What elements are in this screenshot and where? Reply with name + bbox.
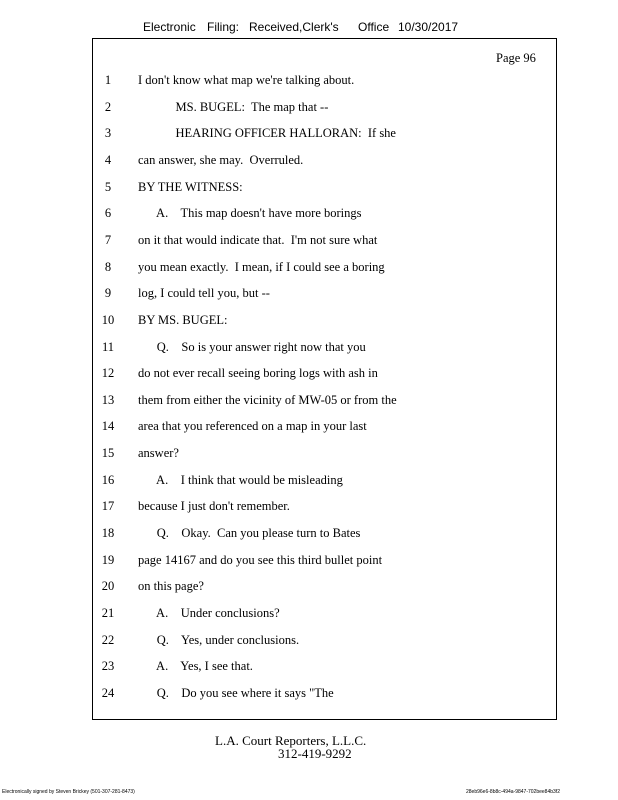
line-number: 1 xyxy=(104,73,112,87)
line-text: you mean exactly. I mean, if I could see a boring xyxy=(138,259,385,274)
header-filing: Filing: xyxy=(207,20,240,34)
line-number: 2 xyxy=(104,99,112,114)
line-number: 17 xyxy=(101,499,115,514)
line-text: Q. Do you see where it says "The xyxy=(138,685,334,700)
line-text: Q. Okay. Can you please turn to Bates xyxy=(138,526,361,541)
transcript-line xyxy=(0,659,618,677)
line-text: on this page? xyxy=(138,579,204,594)
line-text: Q. So is your answer right now that you xyxy=(138,339,366,354)
signature-left: Electronically signed by Steven Brickey (501-307-281-8473) xyxy=(2,789,135,795)
transcript-line xyxy=(0,686,618,704)
transcript-line xyxy=(0,606,618,624)
transcript-line xyxy=(0,340,618,358)
transcript-line xyxy=(0,579,618,597)
line-number: 13 xyxy=(101,392,115,407)
line-number: 24 xyxy=(101,685,115,700)
transcript-line xyxy=(0,153,618,171)
signature-right: 28eb96e6-8b8c-494a-9847-702bee84b3f2 xyxy=(466,789,560,795)
line-text: Q. Yes, under conclusions. xyxy=(138,632,300,647)
line-number: 23 xyxy=(101,659,115,674)
transcript-line xyxy=(0,313,618,331)
line-number: 21 xyxy=(101,606,115,620)
line-text: can answer, she may. Overruled. xyxy=(138,152,304,167)
transcript-line xyxy=(0,206,618,224)
line-number: 10 xyxy=(101,312,115,327)
line-number: 3 xyxy=(104,126,112,141)
transcript-line xyxy=(0,126,618,144)
header-received: Received,Clerk's xyxy=(249,20,339,34)
transcript-line xyxy=(0,499,618,517)
transcript-line xyxy=(0,446,618,464)
line-text: BY THE WITNESS: xyxy=(138,179,243,194)
line-text: A. I think that would be misleading xyxy=(138,472,343,487)
header-date: 10/30/2017 xyxy=(398,20,459,34)
header-electronic: Electronic xyxy=(143,20,196,34)
transcript-line xyxy=(0,419,618,437)
line-number: 4 xyxy=(104,152,112,167)
filing-header xyxy=(0,20,618,38)
transcript-line xyxy=(0,100,618,118)
line-text: area that you referenced on a map in your last xyxy=(138,419,367,434)
transcript-line xyxy=(0,473,618,491)
line-number: 6 xyxy=(104,206,112,221)
line-number: 14 xyxy=(101,419,115,434)
line-number: 12 xyxy=(101,366,115,381)
line-text: MS. BUGEL: The map that -- xyxy=(138,99,329,114)
line-text: A. This map doesn't have more borings xyxy=(138,206,362,221)
transcript-line xyxy=(0,366,618,384)
line-text: on it that would indicate that. I'm not sure what xyxy=(138,232,378,247)
transcript-line xyxy=(0,286,618,304)
header-office: Office xyxy=(358,20,390,34)
line-text: them from either the vicinity of MW-05 or from the xyxy=(138,392,397,407)
line-number: 15 xyxy=(101,446,115,461)
transcript-line xyxy=(0,393,618,411)
line-number: 19 xyxy=(101,552,115,567)
line-text: I don't know what map we're talking about. xyxy=(138,73,355,87)
transcript-line xyxy=(0,553,618,571)
line-text: page 14167 and do you see this third bullet point xyxy=(138,552,383,567)
transcript-line xyxy=(0,233,618,251)
line-number: 5 xyxy=(104,179,112,194)
footer-company: L.A. Court Reporters, L.L.C. xyxy=(215,733,367,748)
line-number: 8 xyxy=(104,259,112,274)
transcript-line xyxy=(0,260,618,278)
line-number: 20 xyxy=(101,579,115,594)
line-text: A. Under conclusions? xyxy=(138,606,280,620)
line-text: do not ever recall seeing boring logs with ash in xyxy=(138,366,378,381)
line-number: 16 xyxy=(101,472,115,487)
transcript-line xyxy=(0,633,618,651)
line-number: 22 xyxy=(101,632,115,647)
line-text: because I just don't remember. xyxy=(138,499,290,514)
line-number: 11 xyxy=(101,339,115,354)
transcript-line xyxy=(0,73,618,91)
line-text: HEARING OFFICER HALLORAN: If she xyxy=(138,126,396,141)
line-text: answer? xyxy=(138,446,179,461)
page-number: Page 96 xyxy=(496,51,536,65)
transcript-line xyxy=(0,180,618,198)
line-number: 7 xyxy=(104,232,112,247)
line-text: log, I could tell you, but -- xyxy=(138,286,270,301)
line-number: 18 xyxy=(101,526,115,541)
line-text: BY MS. BUGEL: xyxy=(138,312,228,327)
transcript-line xyxy=(0,526,618,544)
footer-phone: 312-419-9292 xyxy=(278,746,352,761)
line-number: 9 xyxy=(104,286,112,301)
line-text: A. Yes, I see that. xyxy=(138,659,253,674)
